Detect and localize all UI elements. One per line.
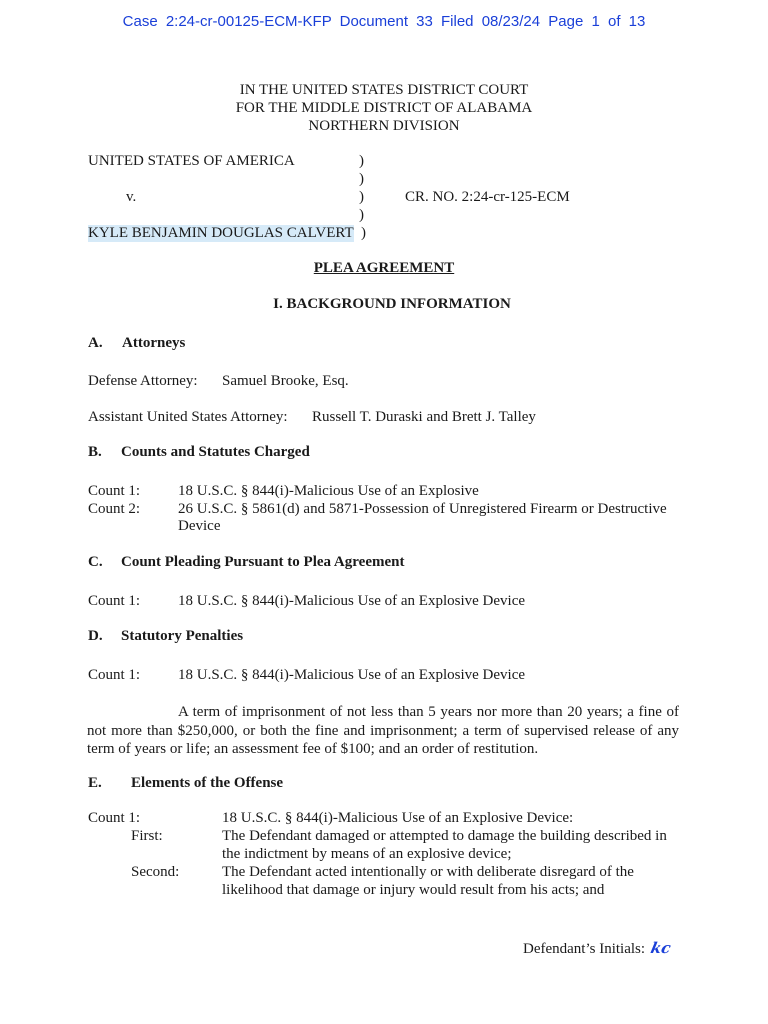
penalties-paragraph-text: A term of imprisonment of not less than 5 years nor more than 20 years; a fine of not more than $250,000, or both the fine and imprisonment; a term of supervised release of any term of years or life; an assessment fee of $100; and an order of restitution. [87,704,679,757]
elements-heading: Elements of the Offense [131,775,284,791]
defense-attorney-label: Defense Attorney: [88,373,198,389]
case-number-header: Case 2:24-cr-00125-ECM-KFP [122,13,332,30]
ausa-label: Assistant United States Attorney: [88,409,288,425]
penalties-count-label: Count 1: [88,667,141,683]
defense-attorney-value: Samuel Brooke, Esq. [222,373,349,389]
count-2-text-continued: Device [178,518,221,534]
caption-paren: ) [361,225,366,241]
initials-label: Defendant’s Initials: [523,941,646,957]
element-first-line-1: The Defendant damaged or attempted to damage the building described in [222,828,667,844]
caption-paren: ) [359,207,364,223]
penalties-letter: D. [88,628,103,644]
penalties-paragraph [87,703,679,759]
caption-defendant: KYLE BENJAMIN DOUGLAS CALVERT [88,225,354,241]
attorneys-letter: A. [88,335,103,351]
element-second-line-1: The Defendant acted intentionally or with deliberate disregard of the [222,864,634,880]
document-title: PLEA AGREEMENT [313,260,455,276]
element-second-line-2: likelihood that damage or injury would result from his acts; and [222,882,605,898]
element-first-line-2: the indictment by means of an explosive device; [222,846,512,862]
penalties-count-text: 18 U.S.C. § 844(i)-Malicious Use of an Explosive Device [178,667,526,683]
element-second-label: Second: [131,864,180,880]
filed-date: Filed 08/23/24 [441,13,541,30]
court-line-1: IN THE UNITED STATES DISTRICT COURT [239,82,529,98]
page-indicator: Page 1 of 13 [548,13,646,30]
caption-paren: ) [359,153,364,169]
counts-heading: Counts and Statutes Charged [121,444,310,460]
initials-signature: kc [648,939,673,957]
section-heading-background: I. BACKGROUND INFORMATION [273,296,511,312]
count-1-label: Count 1: [88,483,141,499]
attorneys-heading: Attorneys [122,335,186,351]
pleading-count-text: 18 U.S.C. § 844(i)-Malicious Use of an Explosive Device [178,593,526,609]
document-number: Document 33 [339,13,433,30]
element-first-label: First: [131,828,163,844]
count-2-text: 26 U.S.C. § 5861(d) and 5871-Possession of Unregistered Firearm or Destructive [178,501,667,517]
caption-versus: v. [126,189,137,205]
caption-case-number: CR. NO. 2:24-cr-125-ECM [405,189,570,205]
count-2-label: Count 2: [88,501,141,517]
pleading-letter: C. [88,554,103,570]
court-line-3: NORTHERN DIVISION [308,118,460,134]
ecf-header [0,13,768,30]
caption-paren: ) [359,189,364,205]
count-1-text: 18 U.S.C. § 844(i)-Malicious Use of an Explosive [178,483,479,499]
elements-count-label: Count 1: [88,810,141,826]
pleading-count-label: Count 1: [88,593,141,609]
court-line-2: FOR THE MIDDLE DISTRICT OF ALABAMA [235,100,533,116]
elements-letter: E. [88,775,102,791]
penalties-heading: Statutory Penalties [121,628,244,644]
defendant-initials [523,939,673,958]
counts-letter: B. [88,444,102,460]
caption-plaintiff: UNITED STATES OF AMERICA [88,153,295,169]
elements-count-text: 18 U.S.C. § 844(i)-Malicious Use of an Explosive Device: [222,810,574,826]
caption-paren: ) [359,171,364,187]
pleading-heading: Count Pleading Pursuant to Plea Agreement [121,554,405,570]
ausa-value: Russell T. Duraski and Brett J. Talley [312,409,536,425]
